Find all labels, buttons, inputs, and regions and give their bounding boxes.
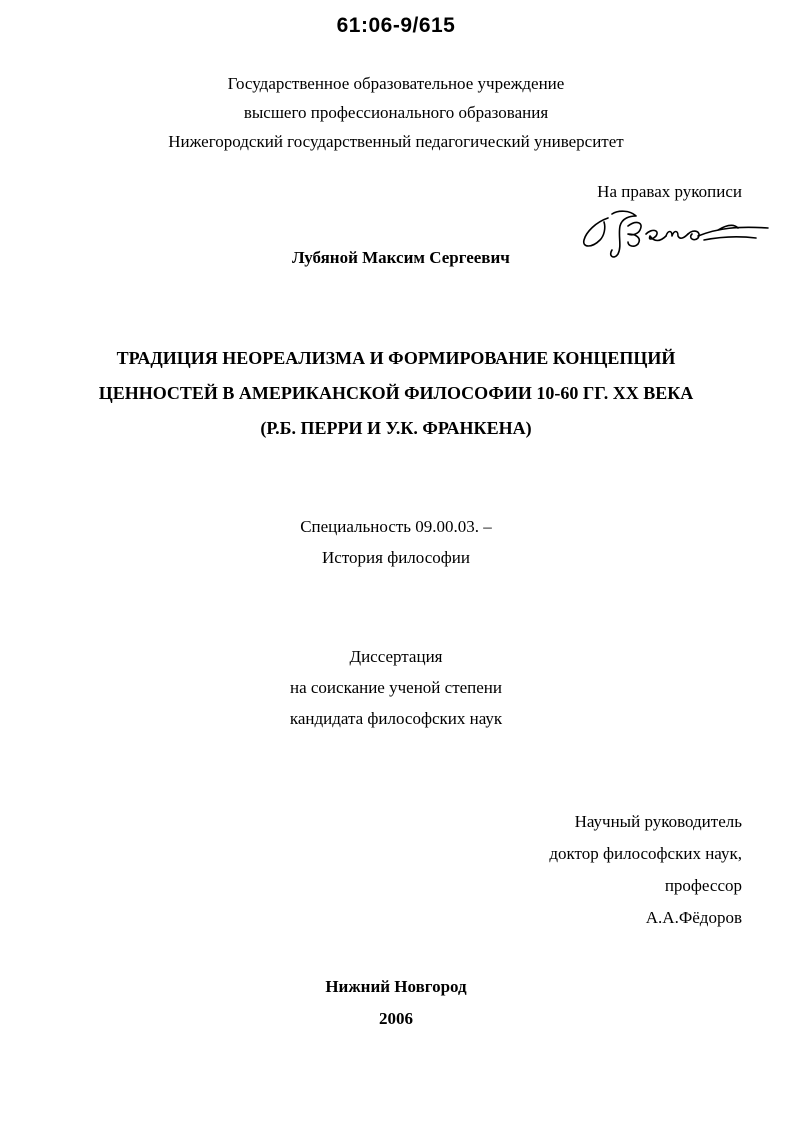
institution-line: высшего профессионального образования	[243, 103, 549, 122]
degree-block	[0, 641, 792, 734]
city: Нижний Новгород	[325, 977, 467, 996]
rights-note: На правах рукописи	[597, 182, 742, 201]
title-line: ЦЕННОСТЕЙ В АМЕРИКАНСКОЙ ФИЛОСОФИИ 10-60 ГГ. XX ВЕКА	[98, 383, 694, 403]
dissertation-title	[0, 341, 792, 446]
author-name: Лубяной Максим Сергеевич	[292, 248, 510, 267]
title-line: (Р.Б. ПЕРРИ И У.К. ФРАНКЕНА)	[260, 418, 532, 438]
supervisor-block	[549, 806, 742, 934]
title-line: ТРАДИЦИЯ НЕОРЕАЛИЗМА И ФОРМИРОВАНИЕ КОНЦЕПЦИЙ	[116, 348, 676, 368]
degree-line: Диссертация	[349, 647, 443, 666]
degree-line: кандидата философских наук	[289, 709, 503, 728]
specialty-line: Специальность 09.00.03. –	[300, 517, 492, 536]
signature-image	[578, 206, 774, 264]
supervisor-line: доктор философских наук,	[549, 844, 742, 863]
supervisor-line: профессор	[664, 876, 742, 895]
supervisor-line: Научный руководитель	[574, 812, 742, 831]
supervisor-line: А.А.Фёдоров	[645, 908, 742, 927]
document-code: 61:06-9/615	[336, 14, 456, 37]
institution-line: Нижегородский государственный педагогический университет	[168, 132, 624, 151]
footer-block	[0, 971, 792, 1035]
specialty-block	[0, 511, 792, 573]
institution-block	[0, 69, 792, 156]
institution-line: Государственное образовательное учреждение	[227, 74, 565, 93]
year: 2006	[379, 1009, 413, 1028]
specialty-line: История философии	[322, 548, 470, 567]
degree-line: на соискание ученой степени	[289, 678, 503, 697]
